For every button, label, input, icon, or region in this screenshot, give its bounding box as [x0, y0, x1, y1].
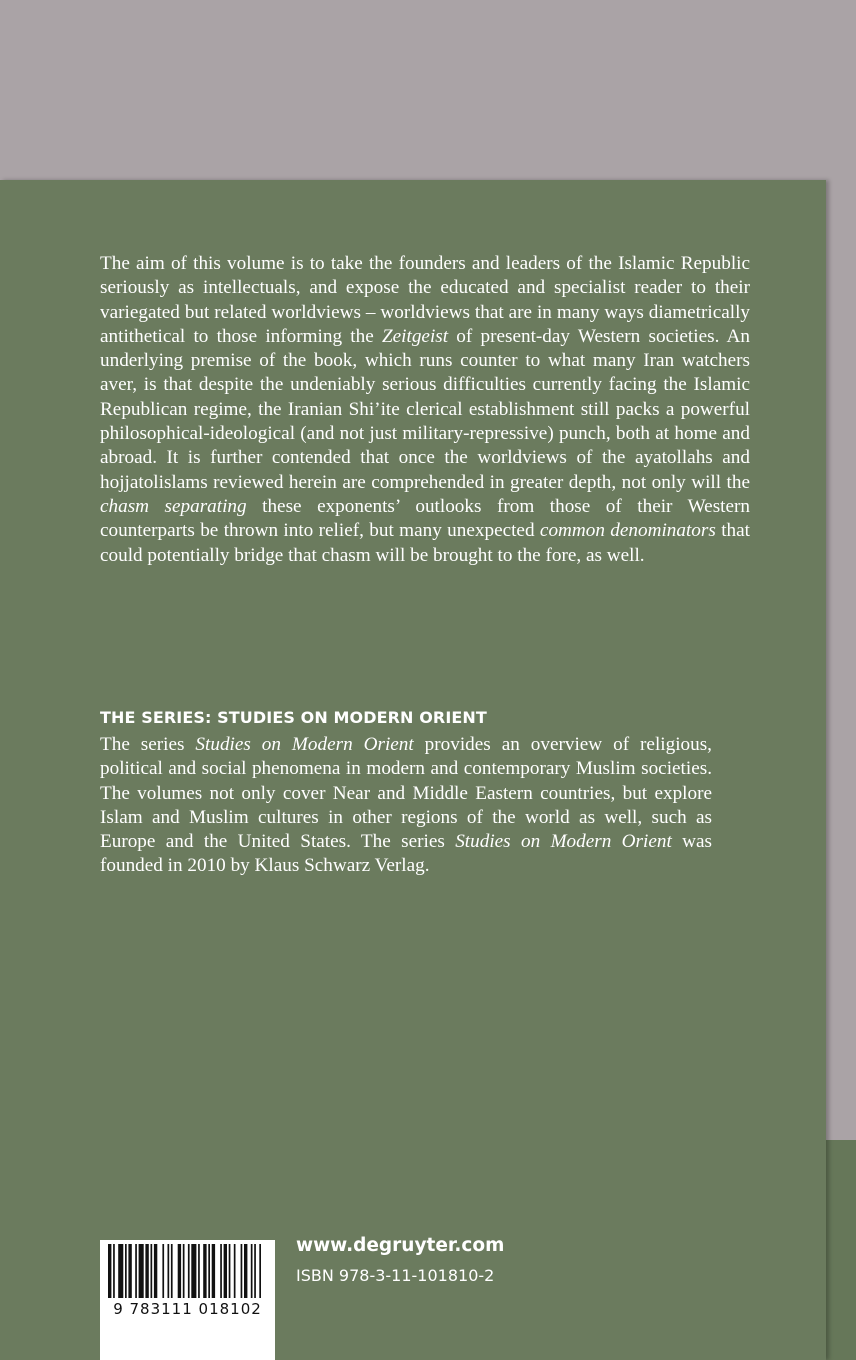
blurb-segment: that could potentially bridge that chasm will be brought to the fore, as well. [100, 520, 750, 566]
back-cover [0, 180, 826, 1360]
blurb-segment: of present-day Western societies. An underlying premise of the book, which runs counter to what many Iran watchers aver, is that despite the undeniably serious difficulties currently facing the Islamic Republican regime, the Iranian Shi’ite clerical establishment still packs a powerful philosophical-ideological (and not just military-repressive) punch, both at home and abroad. It is further contended that once the worldviews of the ayatollahs and hojjatolislams reviewed herein are comprehended in greater depth, not only will the [100, 325, 750, 493]
barcode-digits: 9 783111 018102 [113, 1300, 262, 1318]
blurb-segment-italic: Zeitgeist [381, 325, 449, 347]
blurb-segment-italic: chasm separating [100, 495, 247, 517]
series-heading: THE SERIES: STUDIES ON MODERN ORIENT [100, 708, 487, 727]
series-segment: The series [100, 734, 196, 755]
barcode-bars [100, 1240, 275, 1300]
series-segment-italic: Studies on Modern Orient [455, 831, 672, 853]
series-description [100, 733, 712, 879]
series-segment: was founded in 2010 by Klaus Schwarz Verlag. [100, 831, 712, 877]
publisher-url[interactable]: www.degruyter.com [296, 1235, 505, 1256]
isbn-number: ISBN 978-3-11-101810-2 [296, 1266, 495, 1285]
blurb-segment-italic: common denominators [539, 520, 716, 542]
book-blurb [100, 252, 750, 568]
series-segment: provides an overview of religious, political and social phenomena in modern and contemporary Muslim societies. The volumes not only cover Near and Middle Eastern countries, but explore Islam and Muslim cultures in other regions of the world as well, such as Europe and the United States. The series [100, 734, 712, 853]
book-spine-edge [826, 1140, 856, 1360]
series-segment-italic: Studies on Modern Orient [195, 734, 414, 755]
isbn-barcode [100, 1240, 275, 1360]
blurb-segment: The aim of this volume is to take the founders and leaders of the Islamic Republic seriously as intellectuals, and expose the educated and specialist reader to their variegated but related worldviews – worldviews that are in many ways diametrically antithetical to those informing the [100, 253, 750, 347]
blurb-segment: these exponents’ outlooks from those of their Western counterparts be thrown into relief, but many unexpected [100, 495, 750, 542]
